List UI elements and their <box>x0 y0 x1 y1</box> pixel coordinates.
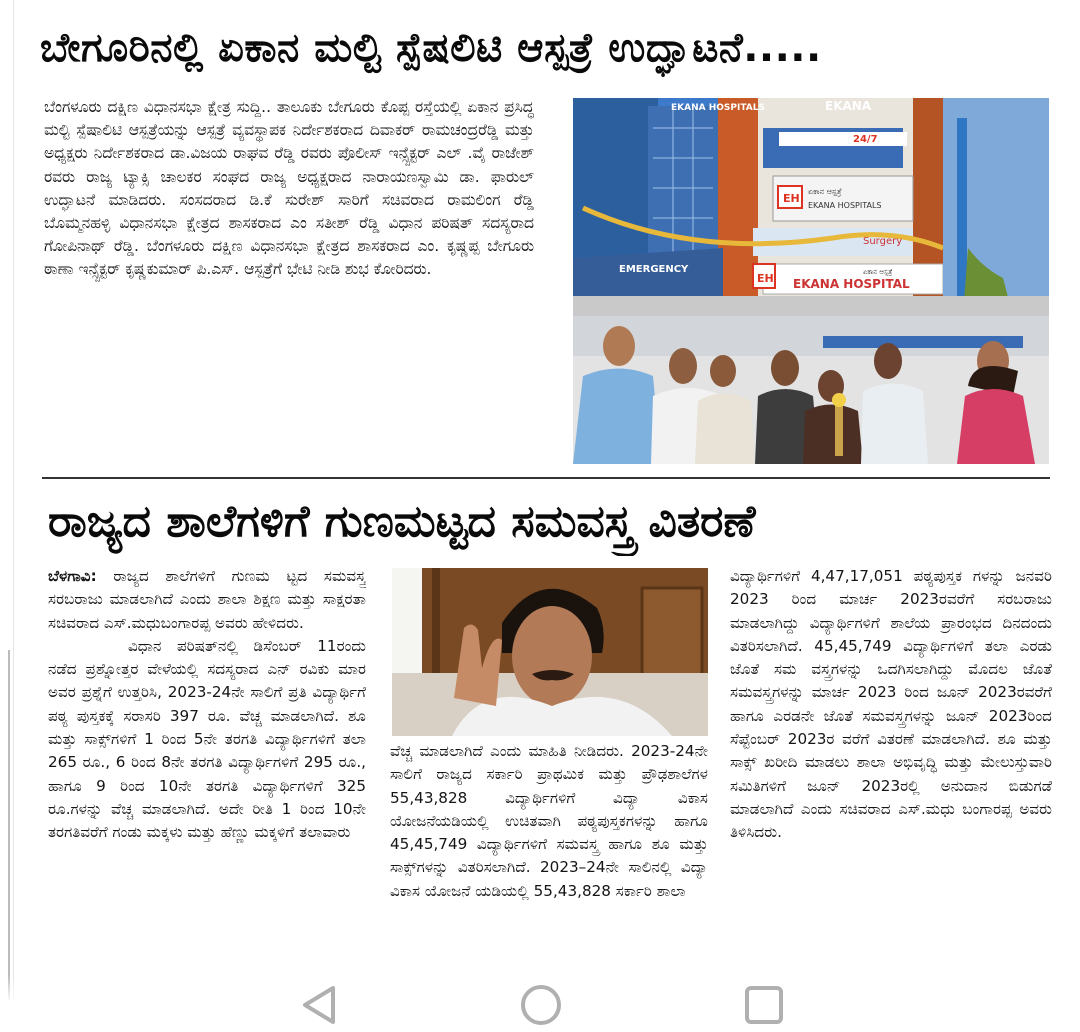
sign-logo-middle: EH <box>783 192 800 205</box>
square-recent-icon[interactable] <box>741 982 787 1028</box>
story-uniform-para-1 <box>48 565 366 635</box>
headline-school-uniform: ರಾಜ್ಯದ ಶಾಲೆಗಳಿಗೆ ಗುಣಮಟ್ಟದ ಸಮವಸ್ತ್ರ ವಿತರಣೆ <box>48 495 756 547</box>
sign-ekana-left: EKANA HOSPITALS <box>671 103 765 113</box>
minister-portrait-photo <box>392 568 708 736</box>
hospital-building-photo <box>573 98 1049 316</box>
circle-home-icon[interactable] <box>518 982 564 1028</box>
section-divider <box>42 477 1050 479</box>
sign-ekana-top: EKANA <box>825 99 872 113</box>
sign-24x7: 24/7 <box>853 134 878 145</box>
dateline: ಬೆಳಗಾವಿ: <box>48 567 97 585</box>
story-uniform-column-3: ವಿದ್ಯಾರ್ಥಿಗಳಿಗೆ 4,47,17,051 ಪಠ್ಯಪುಸ್ತಕ ಗಳನ್ನು ಜನವರಿ 2023 ರಿಂದ ಮಾರ್ಚ 2023ರವರೆಗೆ ಸರಬರಾಜು ಮಾಡಲಾಗಿದ್ದು ವಿದ್ಯಾರ್ಥಿಗಳಿಗೆ ಶಾಲೆಯ ಪ್ರಾರಂಭದ ದಿನದಂದು ವಿತರಿಸಲಾಗಿದೆ. 45,45,749 ವಿದ್ಯಾರ್ಥಿಗಳಿಗೆ ತಲಾ ಎರಡು ಜೊತೆ ಸಮ ವಸ್ತ್ರಗಳನ್ನು ಒದಗಿಸಲಾಗಿದ್ದು ಮೊದಲ ಜೊತೆ ಸಮವಸ್ತ್ರಗಳನ್ನು ಮಾರ್ಚ 2023 ರಿಂದ ಜೂನ್ 2023ರವರೆಗೆ ಹಾಗೂ ಎರಡನೇ ಜೊತೆ ಸಮವಸ್ತ್ರಗಳನ್ನು ಜೂನ್ 2023ರಿಂದ ಸೆಪ್ಟೆಂಬರ್ 2023ರ ವರೆಗೆ ವಿತರಣೆ ಮಾಡಲಾಗಿದೆ. ಶೂ ಮತ್ತು ಸಾಕ್ಸ್ ಖರೀದಿ ಮಾಡಲು ಶಾಲಾ ಅಭಿವೃದ್ಧಿ ಮತ್ತು ಮೇಲುಸ್ತುವಾರಿ ಸಮಿತಿಗಳಿಗೆ ಜೂನ್ 2023ರಲ್ಲಿ ಅನುದಾನ ಬಿಡುಗಡೆ ಮಾಡಲಾಗಿದೆ ಎಂದು ಸಚಿವರಾದ ಎಸ್.ಮಧು ಬಂಗಾರಪ್ಪ ಅವರು ತಿಳಿಸಿದರು. <box>730 567 1052 842</box>
story-uniform-column-2: ವೆಚ್ಚ ಮಾಡಲಾಗಿದೆ ಎಂದು ಮಾಹಿತಿ ನೀಡಿದರು. 2023-24ನೇ ಸಾಲಿಗೆ ರಾಜ್ಯದ ಸರ್ಕಾರಿ ಪ್ರಾಥಮಿಕ ಮತ್ತು ಪ್ರೌಢಶಾಲೆಗಳ 55,43,828 ವಿದ್ಯಾರ್ಥಿಗಳಿಗೆ ವಿದ್ಯಾ ವಿಕಾಸ ಯೋಜನೆಯಡಿಯಲ್ಲಿ ಉಚಿತವಾಗಿ ಪಠ್ಯಪುಸ್ತಕಗಳನ್ನು ಹಾಗೂ 45,45,749 ವಿದ್ಯಾರ್ಥಿಗಳಿಗೆ ಸಮವಸ್ತ್ರ ಹಾಗೂ ಶೂ ಮತ್ತು ಸಾಕ್ಸ್‌ಗಳನ್ನು ವಿತರಿಸಲಾಗಿದೆ. 2023–24ನೇ ಸಾಲಿನಲ್ಲಿ ವಿದ್ಯಾ ವಿಕಾಸ ಯೋಜನೆ ಯಡಿಯಲ್ಲಿ 55,43,828 ಸರ್ಕಾರಿ ಶಾಲಾ <box>390 742 708 900</box>
emergency-sign: EMERGENCY <box>619 264 689 275</box>
inauguration-ceremony-photo <box>573 316 1049 464</box>
sign-middle-kannada: ಏಕಾನ ಆಸ್ಪತ್ರೆ <box>808 187 842 196</box>
sign-surgery: Surgery <box>863 236 903 247</box>
story-uniform-column-1 <box>48 565 366 997</box>
story-uniform-para-2: ವಿಧಾನ ಪರಿಷತ್‌ನಲ್ಲಿ ಡಿಸೆಂಬರ್ 11ರಂದು ನಡೆದ ಪ್ರಶ್ನೋತ್ತರ ವೇಳೆಯಲ್ಲಿ ಸದಸ್ಯರಾದ ಎನ್ ರವಿಕು ಮಾರ ಅವರ ಪ್ರಶ್ನೆಗೆ ಉತ್ತರಿಸಿ, 2023-24ನೇ ಸಾಲಿಗೆ ಪ್ರತಿ ವಿದ್ಯಾರ್ಥಿಗೆ ಪಠ್ಯ ಪುಸ್ತಕಕ್ಕೆ ಸರಾಸರಿ 397 ರೂ. ವೆಚ್ಚ ಮಾಡಲಾಗಿದೆ. ಶೂ ಮತ್ತು ಸಾಕ್ಸ್‌ಗಳಿಗೆ 1 ರಿಂದ 5ನೇ ತರಗತಿ ವಿದ್ಯಾರ್ಥಿಗಳಿಗೆ ತಲಾ 265 ರೂ., 6 ರಿಂದ 8ನೇ ತರಗತಿ ವಿದ್ಯಾರ್ಥಿಗಳಿಗೆ 295 ರೂ., ಹಾಗೂ 9 ರಿಂದ 10ನೇ ತರಗತಿ ವಿದ್ಯಾರ್ಥಿಗಳಿಗೆ 325 ರೂ.ಗಳನ್ನು ವೆಚ್ಚ ಮಾಡಲಾಗಿದೆ. ಅದೇ ರೀತಿ 1 ರಿಂದ 10ನೇ ತರಗತಿವರೆಗೆ ಗಂಡು ಮಕ್ಕಳು ಮತ್ತು ಹೆಣ್ಣು ಮಕ್ಕಳಿಗೆ ತಲಾವಾರು <box>48 636 366 842</box>
sign-bottom-kannada: ಏಕಾನ ಆಸ್ಪತ್ರೆ <box>863 268 893 276</box>
column-divider <box>8 650 10 1000</box>
left-cropped-column <box>0 0 14 1000</box>
story-uniform-lead: ರಾಜ್ಯದ ಶಾಲೆಗಳಿಗೆ ಗುಣಮ ಟ್ಟದ ಸಮವಸ್ತ್ರ ಸರಬರಾಜು ಮಾಡಲಾಗಿದೆ ಎಂದು ಶಾಲಾ ಶಿಕ್ಷಣ ಮತ್ತು ಸಾಕ್ಷರತಾ ಸಚಿವರಾದ ಎಸ್.ಮಧುಬಂಗಾರಪ್ಪ ಅವರು ಹೇಳಿದರು. <box>48 567 366 632</box>
sign-logo-bottom: EH <box>757 272 774 285</box>
sign-middle-english: EKANA HOSPITALS <box>808 201 882 210</box>
triangle-back-icon[interactable] <box>297 982 343 1028</box>
story-hospital-body: ಬೆಂಗಳೂರು ದಕ್ಷಿಣ ವಿಧಾನಸಭಾ ಕ್ಷೇತ್ರ ಸುದ್ದಿ.. ತಾಲೂಕು ಬೇಗೂರು ಕೊಪ್ಪ ರಸ್ತೆಯಲ್ಲಿ ಏಕಾನ ಪ್ರಸಿದ್ಧ ಮಲ್ಟಿ ಸ್ಪೆಷಾಲಿಟಿ ಆಸ್ಪತ್ರೆಯನ್ನು ಆಸ್ಪತ್ರೆ ವ್ಯವಸ್ಥಾಪಕ ನಿರ್ದೇಶಕರಾದ ದಿವಾಕರ್ ರಾಮಚಂದ್ರರೆಡ್ಡಿ ಮತ್ತು ಅಧ್ಯಕ್ಷರು ನಿರ್ದೇಶಕರಾದ ಡಾ.ವಿಜಯ ರಾಘವ ರೆಡ್ಡಿ ರವರು ಪೊಲೀಸ್ ಇನ್ಸ್ಪೆಕ್ಟರ್ ಎಲ್ .ವೈ ರಾಜೇಶ್ ರವರು ರಾಜ್ಯ ಟ್ಯಾಕ್ಸಿ ಚಾಲಕರ ಸಂಘದ ರಾಜ್ಯ ಅಧ್ಯಕ್ಷರಾದ ನಾರಾಯಣಸ್ವಾಮಿ ಡಾ. ಫಾರುಲ್ ಉದ್ಘಾಟನೆ ಮಾಡಿದರು. ಸಂಸದರಾದ ಡಿ.ಕೆ ಸುರೇಶ್ ಸಾರಿಗೆ ಸಚಿವರಾದ ರಾಮಲಿಂಗ ರೆಡ್ಡಿ ಬೊಮ್ಮನಹಳ್ಳಿ ವಿಧಾನಸಭಾ ಕ್ಷೇತ್ರದ ಶಾಸಕರಾದ ಎಂ ಸತೀಶ್ ರೆಡ್ಡಿ ವಿಧಾನ ಪರಿಷತ್ ಸದಸ್ಯರಾದ ಗೋಪಿನಾಥ್ ರೆಡ್ಡಿ. ಬೆಂಗಳೂರು ದಕ್ಷಿಣ ವಿಧಾನಸಭಾ ಕ್ಷೇತ್ರದ ಶಾಸಕರಾದ ಎಂ. ಕೃಷ್ಣಪ್ಪ ಬೇಗೂರು ಠಾಣಾ ಇನ್ಸ್ಪೆಕ್ಟರ್ ಕೃಷ್ಣಕುಮಾರ್ ಪಿ.ಎಸ್. ಆಸ್ಪತ್ರೆಗೆ ಭೇಟಿ ನೀಡಿ ಶುಭ ಕೋರಿದರು. <box>44 98 534 279</box>
sign-ekana-hospital: EKANA HOSPITAL <box>793 277 910 291</box>
headline-hospital-inauguration: ಬೇಗೂರಿನಲ್ಲಿ ಏಕಾನ ಮಲ್ಟಿ ಸ್ಪೆಷಲಿಟಿ ಆಸ್ಪತ್ರೆ ಉದ್ಘಾಟನೆ..... <box>40 25 822 71</box>
